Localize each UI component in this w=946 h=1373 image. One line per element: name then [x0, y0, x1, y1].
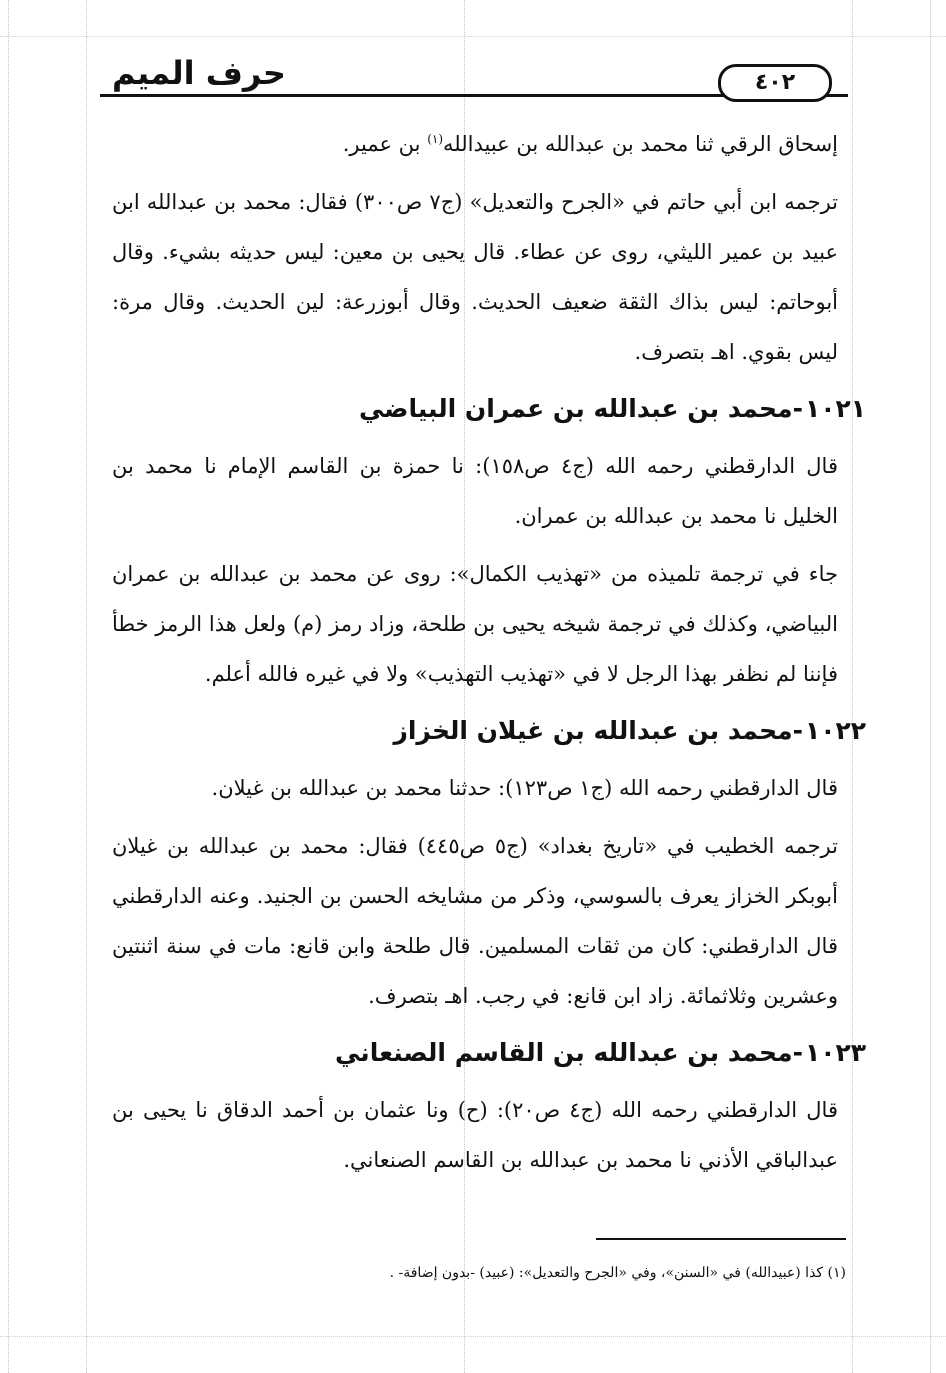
- paragraph: قال الدارقطني رحمه الله (ج٤ ص٢٠): (ح) ونا عثمان بن أحمد الدقاق نا يحيى بن عبدالباقي الأذني نا محمد بن عبدالله بن القاسم الصنعاني.: [112, 1098, 838, 1172]
- paragraph: ترجمه ابن أبي حاتم في «الجرح والتعديل» (ج٧ ص٣٠٠) فقال: محمد بن عبدالله ابن عبيد بن عمير الليثي، روى عن عطاء. قال يحيى بن معين: ليس حديثه بشيء. وقال أبوحاتم: ليس بذاك الثقة ضعيف الحديث. وقال أبوزرعة: لين الحديث. وقال مرة: ليس بقوي. اهـ بتصرف.: [112, 190, 839, 364]
- chapter-title: حرف الميم: [112, 54, 286, 92]
- grid-line: [930, 0, 931, 1373]
- grid-line: [0, 36, 946, 37]
- entry-name: محمد بن عبدالله بن عمران البياضي: [359, 394, 793, 423]
- paragraph-text: إسحاق الرقي ثنا محمد بن عبدالله بن عبيدالله: [443, 132, 838, 156]
- grid-line: [86, 0, 87, 1373]
- paragraph: [112, 114, 838, 169]
- page-body: [112, 114, 866, 1185]
- grid-line: [852, 0, 853, 1373]
- paragraph: ترجمه الخطيب في «تاريخ بغداد» (ج٥ ص٤٤٥) فقال: محمد بن عبدالله بن غيلان أبوبكر الخزاز يعرف بالسوسي، وذكر من مشايخه الحسن بن الجنيد. وعنه الدارقطني قال الدارقطني: كان من ثقات المسلمين. قال طلحة وابن قانع: مات في سنة اثنتين وعشرين وثلاثمائة. زاد ابن قانع: في رجب. اهـ بتصرف.: [112, 834, 838, 1008]
- footnote-ref: (١): [427, 132, 444, 146]
- paragraph: قال الدارقطني رحمه الله (ج١ ص١٢٣): حدثنا محمد بن عبدالله بن غيلان.: [211, 776, 838, 800]
- entry-heading: ١٠٢٢-محمد بن عبدالله بن غيلان الخزاز: [393, 716, 866, 745]
- entry-name: محمد بن عبدالله بن غيلان الخزاز: [393, 716, 793, 745]
- entry-name: محمد بن عبدالله بن القاسم الصنعاني: [335, 1038, 793, 1067]
- paragraph-text: بن عمير.: [342, 132, 428, 156]
- paragraph: قال الدارقطني رحمه الله (ج٤ ص١٥٨): نا حمزة بن القاسم الإمام نا محمد بن الخليل نا محمد بن عبدالله بن عمران.: [112, 454, 838, 528]
- grid-line: [8, 0, 9, 1373]
- entry-heading: ١٠٢١-محمد بن عبدالله بن عمران البياضي: [359, 394, 866, 423]
- footnote-rule: [596, 1238, 846, 1240]
- entry-number: ١٠٢١: [804, 394, 866, 423]
- page-number: ٤٠٢: [718, 64, 832, 102]
- entry-heading: ١٠٢٣-محمد بن عبدالله بن القاسم الصنعاني: [335, 1038, 866, 1067]
- entry-number: ١٠٢٢: [804, 716, 866, 745]
- paragraph: جاء في ترجمة تلميذه من «تهذيب الكمال»: روى عن محمد بن عبدالله بن عمران البياضي، وكذلك في ترجمة شيخه يحيى بن طلحة، وزاد رمز (م) ولعل هذا الرمز خطأ فإننا لم نظفر بهذا الرجل لا في «تهذيب التهذيب» ولا في غيره فالله أعلم.: [112, 562, 838, 686]
- footnote: (١) كذا (عبيدالله) في «السنن»، وفي «الجرح والتعديل»: (عبيد) -بدون إضافة- .: [389, 1265, 846, 1281]
- page-header: [100, 50, 848, 105]
- entry-number: ١٠٢٣: [804, 1038, 866, 1067]
- grid-line: [0, 1336, 946, 1337]
